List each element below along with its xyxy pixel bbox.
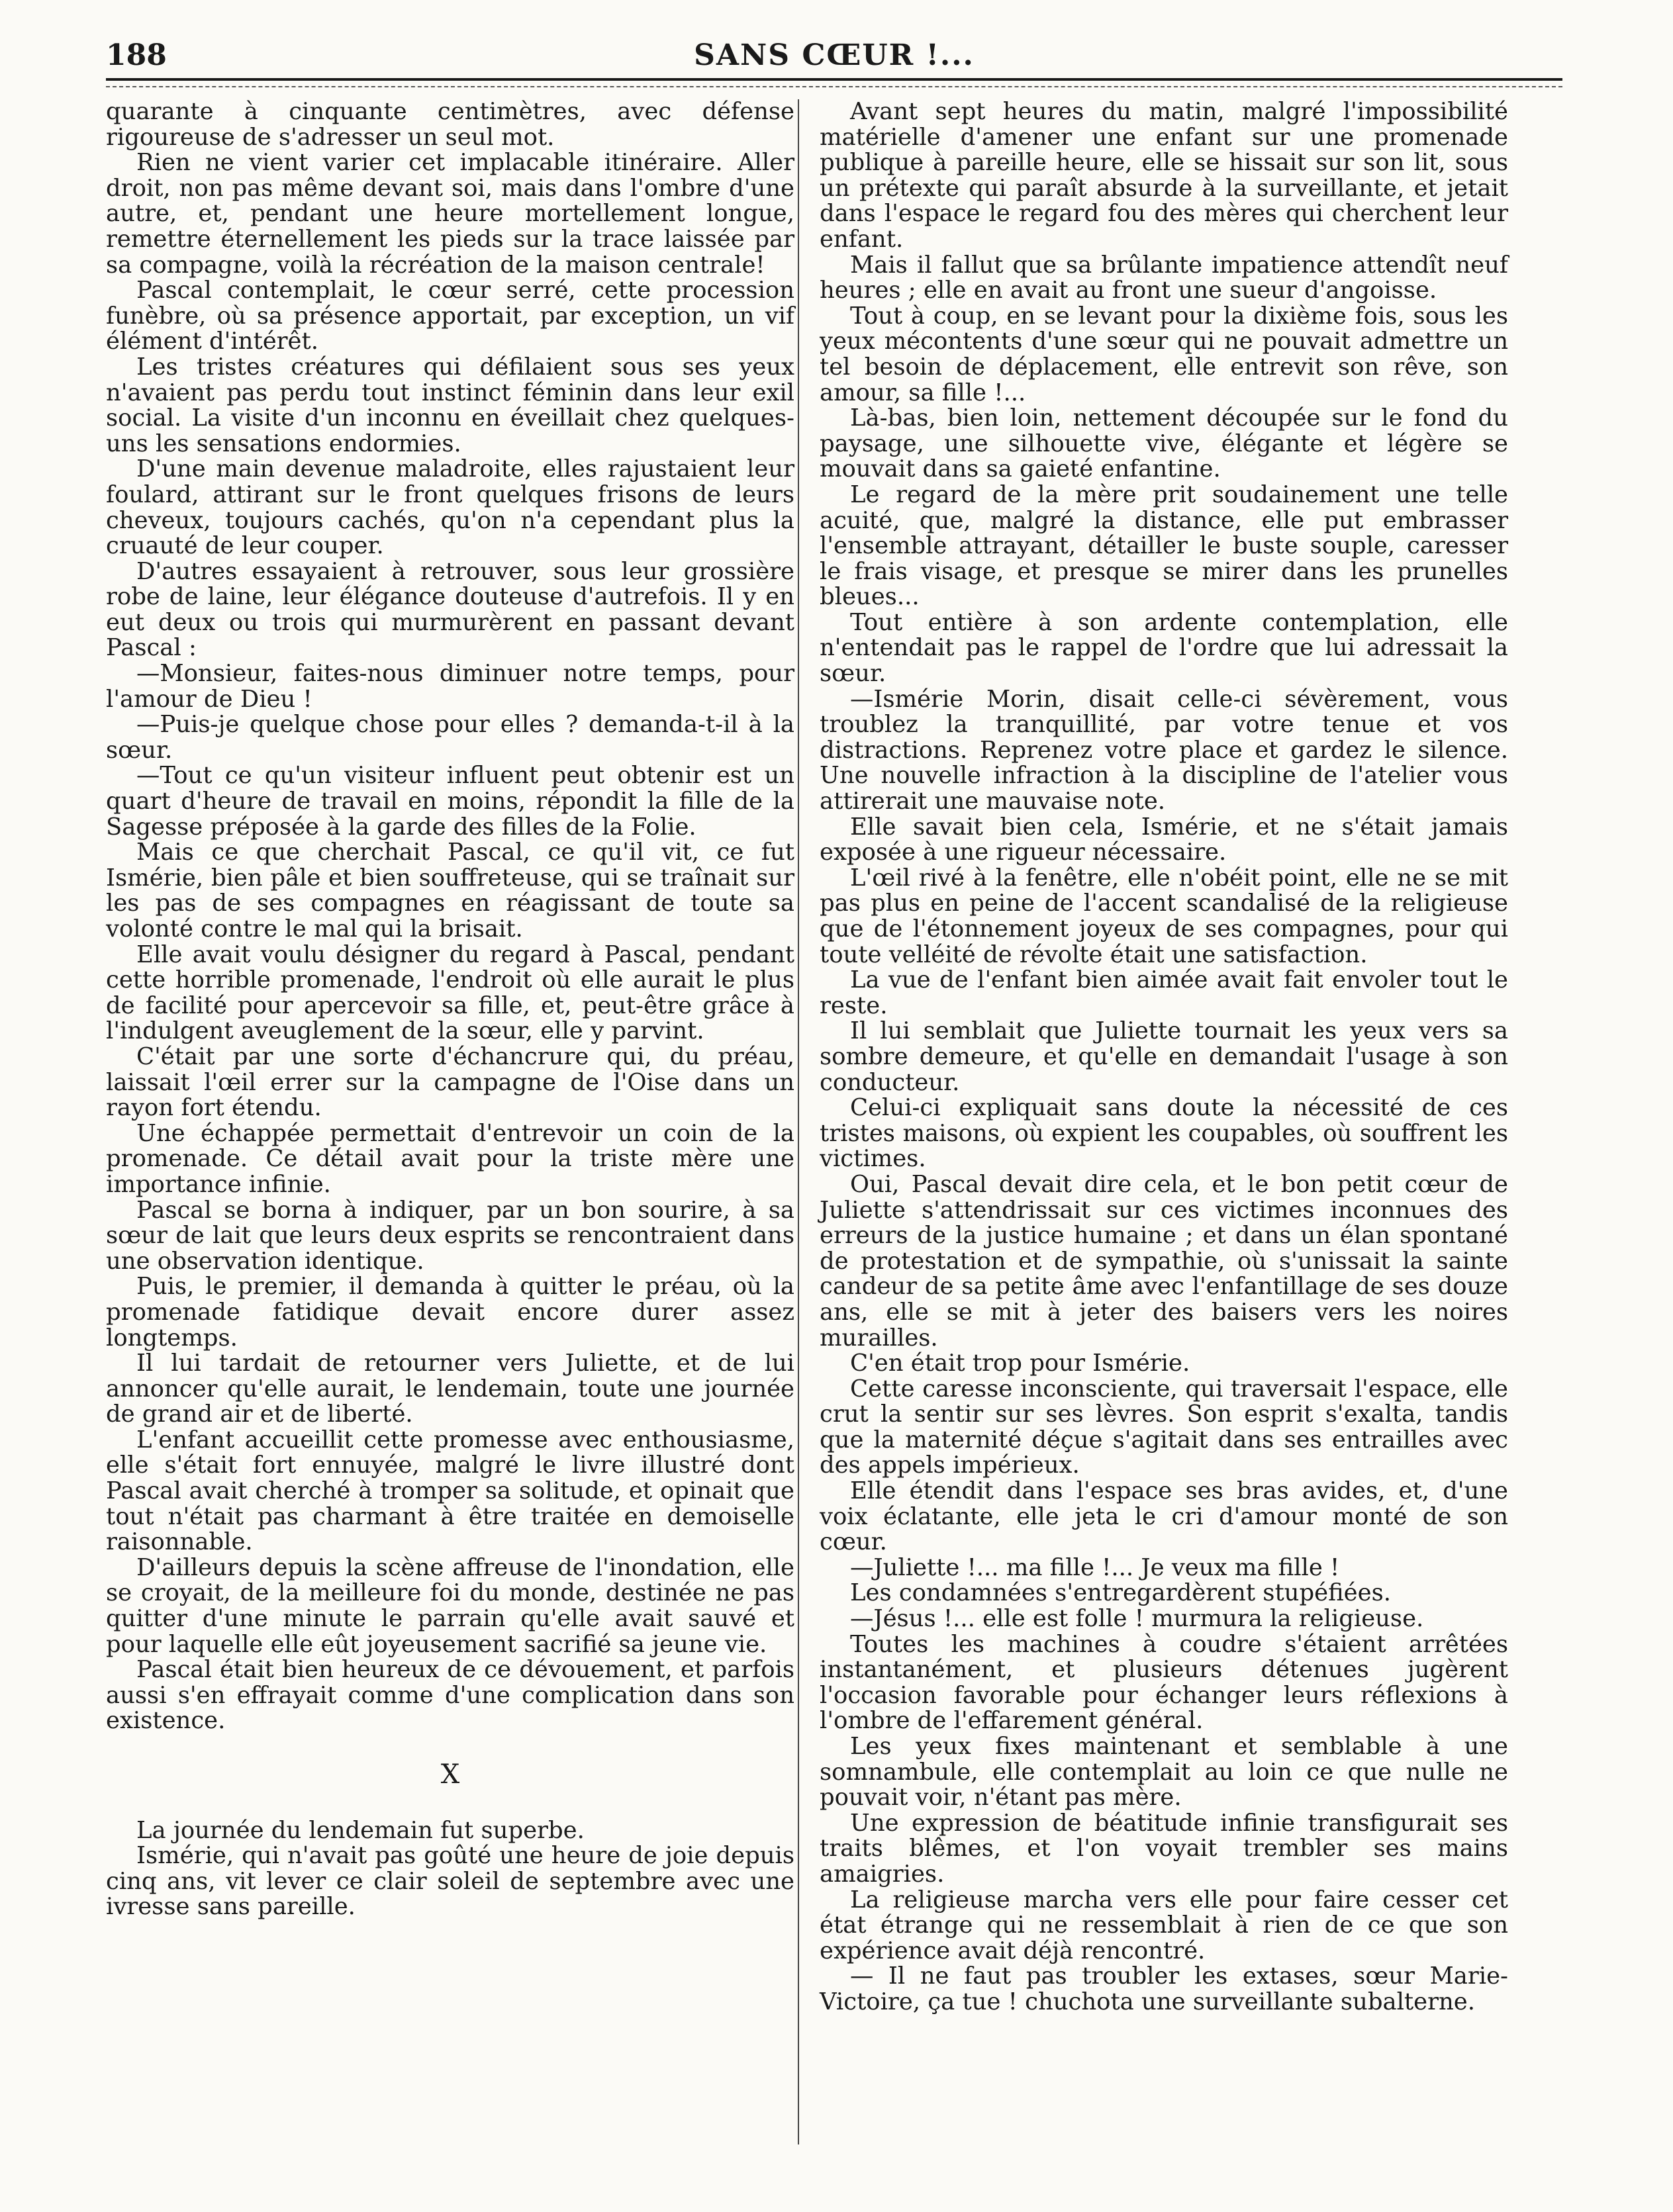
- paragraph: Tout entière à son ardente contemplation, elle n'entendait pas le rappel de l'ordre que lui adressait la sœur.: [820, 608, 1508, 688]
- paragraph: Mais il fallut que sa brûlante impatience attendît neuf heures ; elle en avait au front une sueur d'angoisse.: [820, 251, 1508, 304]
- right-column: [820, 99, 1508, 2015]
- paragraph: C'en était trop pour Ismérie.: [850, 1350, 1190, 1377]
- left-column: [106, 99, 794, 1920]
- paragraph: Il lui semblait que Juliette tournait les yeux vers sa sombre demeure, et qu'elle en demandait l'usage à son conducteur.: [820, 1017, 1508, 1096]
- paragraph: Cette caresse inconsciente, qui traversait l'espace, elle crut la sentir sur ses lèvres. Son esprit s'exalta, tandis que la maternité déçue s'agitait dans ses entrailles avec des appels impérieux.: [820, 1375, 1508, 1479]
- paragraph: L'œil rivé à la fenêtre, elle n'obéit point, elle ne se mit pas plus en peine de l'accent scandalisé de la religieuse que de l'étonnement joyeux de ses compagnes, pour qui toute velléité de révolte était une satisfaction.: [820, 864, 1508, 968]
- paragraph: Les yeux fixes maintenant et semblable à une somnambule, elle contemplait au loin ce que nulle ne pouvait voir, n'étant pas mère.: [820, 1733, 1508, 1812]
- paragraph: —Juliette !... ma fille !... Je veux ma fille !: [850, 1553, 1340, 1581]
- paragraph: quarante à cinquante centimètres, avec défense rigoureuse de s'adresser un seul mot.: [106, 98, 794, 151]
- paragraph: Elle étendit dans l'espace ses bras avides, et, d'une voix éclatante, elle jeta le cri d'amour monté de son cœur.: [820, 1477, 1508, 1556]
- paragraph: Pascal se borna à indiquer, par un bon sourire, à sa sœur de lait que leurs deux esprits se rencontraient dans une observation identique.: [106, 1196, 794, 1275]
- paragraph: La religieuse marcha vers elle pour faire cesser cet état étrange qui ne ressemblait à rien de ce que son expérience avait déjà rencontré.: [820, 1886, 1508, 1964]
- paragraph: —Monsieur, faites-nous diminuer notre temps, pour l'amour de Dieu !: [106, 660, 794, 713]
- paragraph: La journée du lendemain fut superbe.: [136, 1816, 585, 1844]
- paragraph: Elle savait bien cela, Ismérie, et ne s'était jamais exposée à une rigueur nécessaire.: [820, 813, 1508, 866]
- paragraph: D'autres essayaient à retrouver, sous leur grossière robe de laine, leur élégance douteuse d'autrefois. Il y en eut deux ou trois qui murmurèrent en passant devant Pascal :: [106, 557, 794, 662]
- paragraph: Avant sept heures du matin, malgré l'impossibilité matérielle d'amener une enfant sur une promenade publique à pareille heure, elle se hissait sur son lit, sous un prétexte qui paraît absurde à la surveillante, et jetait dans l'espace le regard fou des mères qui cherchent leur enfant.: [820, 98, 1508, 253]
- paragraph: Le regard de la mère prit soudainement une telle acuité, que, malgré la distance, elle put embrasser l'ensemble attrayant, détailler le buste souple, caresser le frais visage, et presque se mirer dans les prunelles bleues...: [820, 481, 1508, 611]
- paragraph: —Puis-je quelque chose pour elles ? demanda-t-il à la sœur.: [106, 711, 794, 764]
- page-number: 188: [106, 38, 167, 72]
- paragraph: Celui-ci expliquait sans doute la nécessité de ces tristes maisons, où expient les coupables, où souffrent les victimes.: [820, 1094, 1508, 1173]
- paragraph: —Ismérie Morin, disait celle-ci sévèrement, vous troublez la tranquillité, par votre tenue et vos distractions. Reprenez votre place et gardez le silence. Une nouvelle infraction à la discipline de l'atelier vous attirerait une mauvaise note.: [820, 685, 1508, 815]
- paragraph: Puis, le premier, il demanda à quitter le préau, où la promenade fatidique devait encore durer assez longtemps.: [106, 1273, 794, 1352]
- paragraph: Rien ne vient varier cet implacable itinéraire. Aller droit, non pas même devant soi, mais dans l'ombre d'une autre, et, pendant une heure mortellement longue, remettre éternellement les pieds sur la trace laissée par sa compagne, voilà la récréation de la maison centrale!: [106, 149, 794, 279]
- paragraph: D'une main devenue maladroite, elles rajustaient leur foulard, attirant sur le front quelques frisons de leurs cheveux, toujours cachés, qu'on n'a cependant plus la cruauté de leur couper.: [106, 455, 794, 560]
- paragraph: La vue de l'enfant bien aimée avait fait envoler tout le reste.: [820, 966, 1508, 1019]
- paragraph: Pascal contemplait, le cœur serré, cette procession funèbre, où sa présence apportait, par exception, un vif élément d'intérêt.: [106, 277, 794, 355]
- paragraph: Là-bas, bien loin, nettement découpée sur le fond du paysage, une silhouette vive, élégante et légère se mouvait dans sa gaieté enfantine.: [820, 404, 1508, 483]
- paragraph: L'enfant accueillit cette promesse avec enthousiasme, elle s'était fort ennuyée, malgré le livre illustré dont Pascal avait cherché à tromper sa solitude, et opinait que tout n'était pas charmant à être traitée en demoiselle raisonnable.: [106, 1426, 794, 1556]
- paragraph: Il lui tardait de retourner vers Juliette, et de lui annoncer qu'elle aurait, le lendemain, toute une journée de grand air et de liberté.: [106, 1350, 794, 1428]
- paragraph: D'ailleurs depuis la scène affreuse de l'inondation, elle se croyait, de la meilleure foi du monde, destinée ne pas quitter d'une minute le parrain qu'elle avait sauvé et pour laquelle elle eût joyeusement sacrifié sa jeune vie.: [106, 1553, 794, 1658]
- paragraph: — Il ne faut pas troubler les extases, sœur Marie-Victoire, ça tue ! chuchota une surveillante subalterne.: [820, 1962, 1508, 2015]
- paragraph: Pascal était bien heureux de ce dévouement, et parfois aussi s'en effrayait comme d'une complication dans son existence.: [106, 1656, 794, 1735]
- paragraph: Oui, Pascal devait dire cela, et le bon petit cœur de Juliette s'attendrissait sur ces victimes inconnues des erreurs de la justice humaine ; et dans un élan spontané de protestation et de sympathie, où s'unissait la sainte candeur de sa petite âme avec l'enfantillage de ses douze ans, elle se mit à jeter des baisers vers les noires murailles.: [820, 1170, 1508, 1352]
- paragraph: Toutes les machines à coudre s'étaient arrêtées instantanément, et plusieurs détenues jugèrent l'occasion favorable pour échanger leurs réflexions à l'ombre de l'effarement général.: [820, 1630, 1508, 1735]
- paragraph: Elle avait voulu désigner du regard à Pascal, pendant cette horrible promenade, l'endroit où elle aurait le plus de facilité pour apercevoir sa fille, et, peut-être grâce à l'indulgent aveuglement de la sœur, elle y parvint.: [106, 941, 794, 1045]
- paragraph: —Jésus !... elle est folle ! murmura la religieuse.: [850, 1605, 1424, 1633]
- paragraph: Les condamnées s'entregardèrent stupéfiées.: [850, 1579, 1391, 1607]
- paragraph: C'était par une sorte d'échancrure qui, du préau, laissait l'œil errer sur la campagne de l'Oise dans un rayon fort étendu.: [106, 1042, 794, 1122]
- header-rule-dashed: [106, 86, 1562, 87]
- paragraph: Ismérie, qui n'avait pas goûté une heure de joie depuis cinq ans, vit lever ce clair soleil de septembre avec une ivresse sans pareille.: [106, 1842, 794, 1921]
- chapter-heading: X: [440, 1759, 460, 1790]
- running-title: SANS CŒUR !...: [694, 38, 975, 72]
- paragraph: Mais ce que cherchait Pascal, ce qu'il vit, ce fut Ismérie, bien pâle et bien souffreteuse, qui se traînait sur les pas de ses compagnes en réagissant de toute sa volonté contre le mal qui la brisait.: [106, 839, 794, 943]
- paragraph: Les tristes créatures qui défilaient sous ses yeux n'avaient pas perdu tout instinct féminin dans leur exil social. La visite d'un inconnu en éveillait chez quelques-uns les sensations endormies.: [106, 353, 794, 457]
- paragraph: Une échappée permettait d'entrevoir un coin de la promenade. Ce détail avait pour la triste mère une importance infinie.: [106, 1119, 794, 1198]
- paragraph: Une expression de béatitude infinie transfigurait ses traits blêmes, et l'on voyait trembler ses mains amaigries.: [820, 1809, 1508, 1888]
- paragraph: —Tout ce qu'un visiteur influent peut obtenir est un quart d'heure de travail en moins, répondit la fille de la Sagesse préposée à la garde des filles de la Folie.: [106, 762, 794, 841]
- column-divider: [798, 99, 799, 2144]
- page-header: [106, 38, 1562, 75]
- paragraph: Tout à coup, en se levant pour la dixième fois, sous les yeux mécontents d'une sœur qui ne pouvait admettre un tel besoin de déplacement, elle entrevit son rêve, son amour, sa fille !...: [820, 302, 1508, 406]
- header-rule: [106, 78, 1562, 81]
